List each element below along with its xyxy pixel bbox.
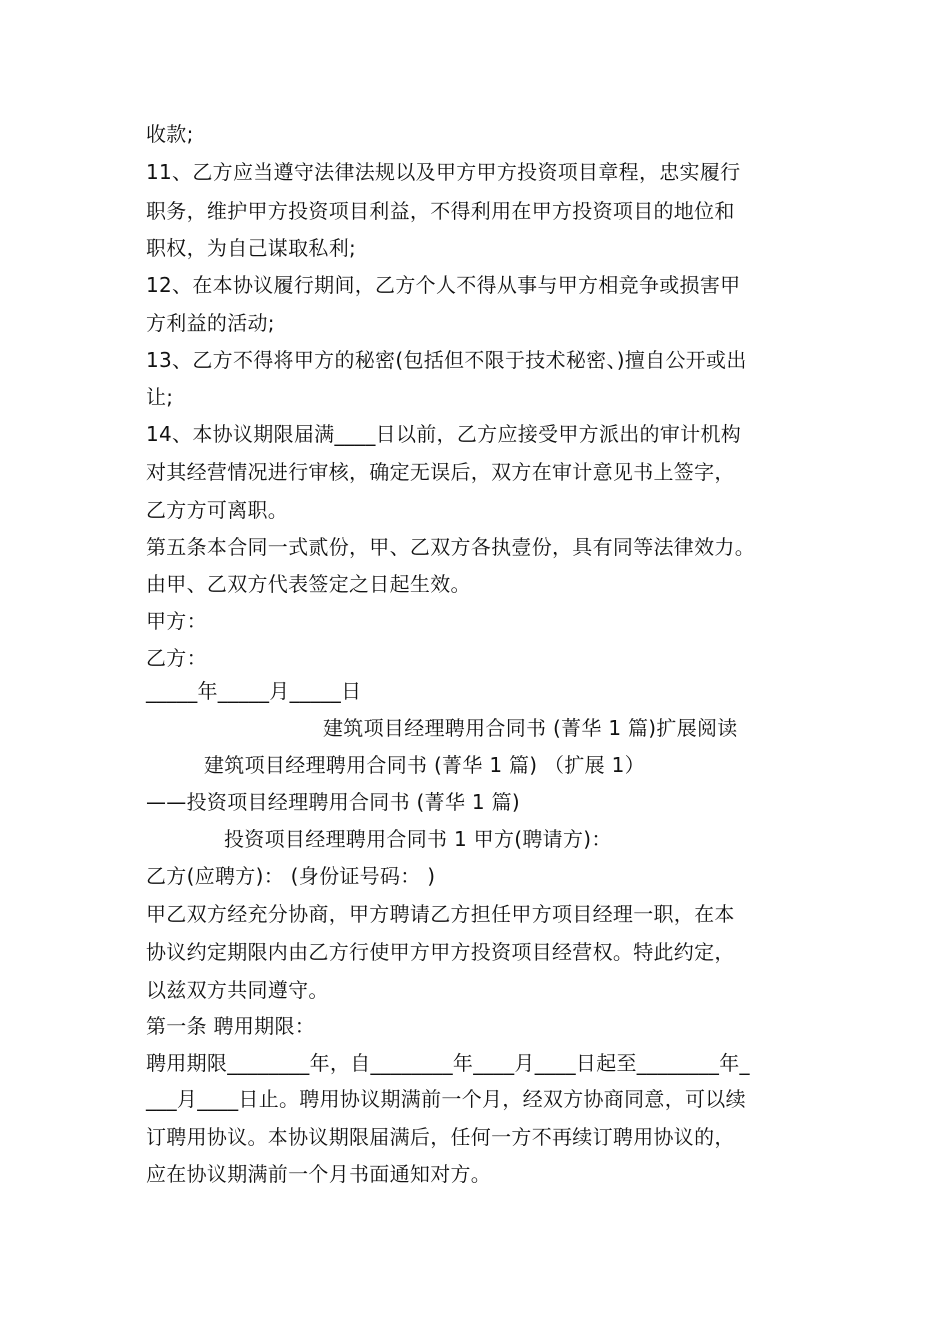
text-line: 让; — [146, 385, 174, 409]
text-line: 聘用期限________年，自________年____月____日起至________年_ — [146, 1051, 750, 1075]
text-line: 以兹双方共同遵守。 — [146, 978, 329, 1002]
text-line: 订聘用协议。本协议期限届满后，任何一方不再续订聘用协议的， — [146, 1125, 735, 1149]
text-line: 乙方： — [146, 646, 207, 670]
text-line: 职务，维护甲方投资项目利益，不得利用在甲方投资项目的地位和 — [146, 199, 735, 223]
text-line: 收款; — [146, 122, 194, 146]
text-line: ___月____日止。聘用协议期满前一个月，经双方协商同意，可以续 — [146, 1087, 746, 1111]
text-line: 甲乙双方经充分协商，甲方聘请乙方担任甲方项目经理一职，在本 — [146, 902, 735, 926]
section-subheading: 建筑项目经理聘用合同书 (菁华 1 篇) （扩展 1） — [204, 753, 645, 777]
contract-title: 投资项目经理聘用合同书 1 甲方(聘请方)： — [224, 827, 612, 851]
text-line: 协议约定期限内由乙方行使甲方甲方投资项目经营权。特此约定， — [146, 940, 735, 964]
text-line: 13、乙方不得将甲方的秘密(包括但不限于技术秘密、)擅自公开或出 — [146, 348, 747, 372]
text-line: 14、本协议期限届满____日以前，乙方应接受甲方派出的审计机构 — [146, 422, 742, 446]
section-subheading: ——投资项目经理聘用合同书 (菁华 1 篇) — [146, 790, 521, 814]
text-line: 第五条本合同一式贰份，甲、乙双方各执壹份，具有同等法律效力。 — [146, 535, 755, 559]
article-heading: 第一条 聘用期限： — [146, 1014, 316, 1038]
text-line: 由甲、乙双方代表签定之日起生效。 — [146, 572, 471, 596]
text-line: 对其经营情况进行审核，确定无误后，双方在审计意见书上签字， — [146, 460, 735, 484]
text-line: 应在协议期满前一个月书面通知对方。 — [146, 1162, 492, 1186]
text-line: 12、在本协议履行期间，乙方个人不得从事与甲方相竞争或损害甲 — [146, 273, 741, 297]
text-line: 方利益的活动; — [146, 311, 275, 335]
text-line: 职权，为自己谋取私利; — [146, 236, 357, 260]
text-line: 乙方方可离职。 — [146, 498, 289, 522]
date-line: _____年_____月_____日 — [146, 679, 362, 703]
section-heading: 建筑项目经理聘用合同书 (菁华 1 篇)扩展阅读 — [323, 716, 738, 740]
text-line: 甲方： — [146, 609, 207, 633]
text-line: 11、乙方应当遵守法律法规以及甲方甲方投资项目章程，忠实履行 — [146, 160, 741, 184]
text-line: 乙方(应聘方)： (身份证号码： ) — [146, 864, 436, 888]
